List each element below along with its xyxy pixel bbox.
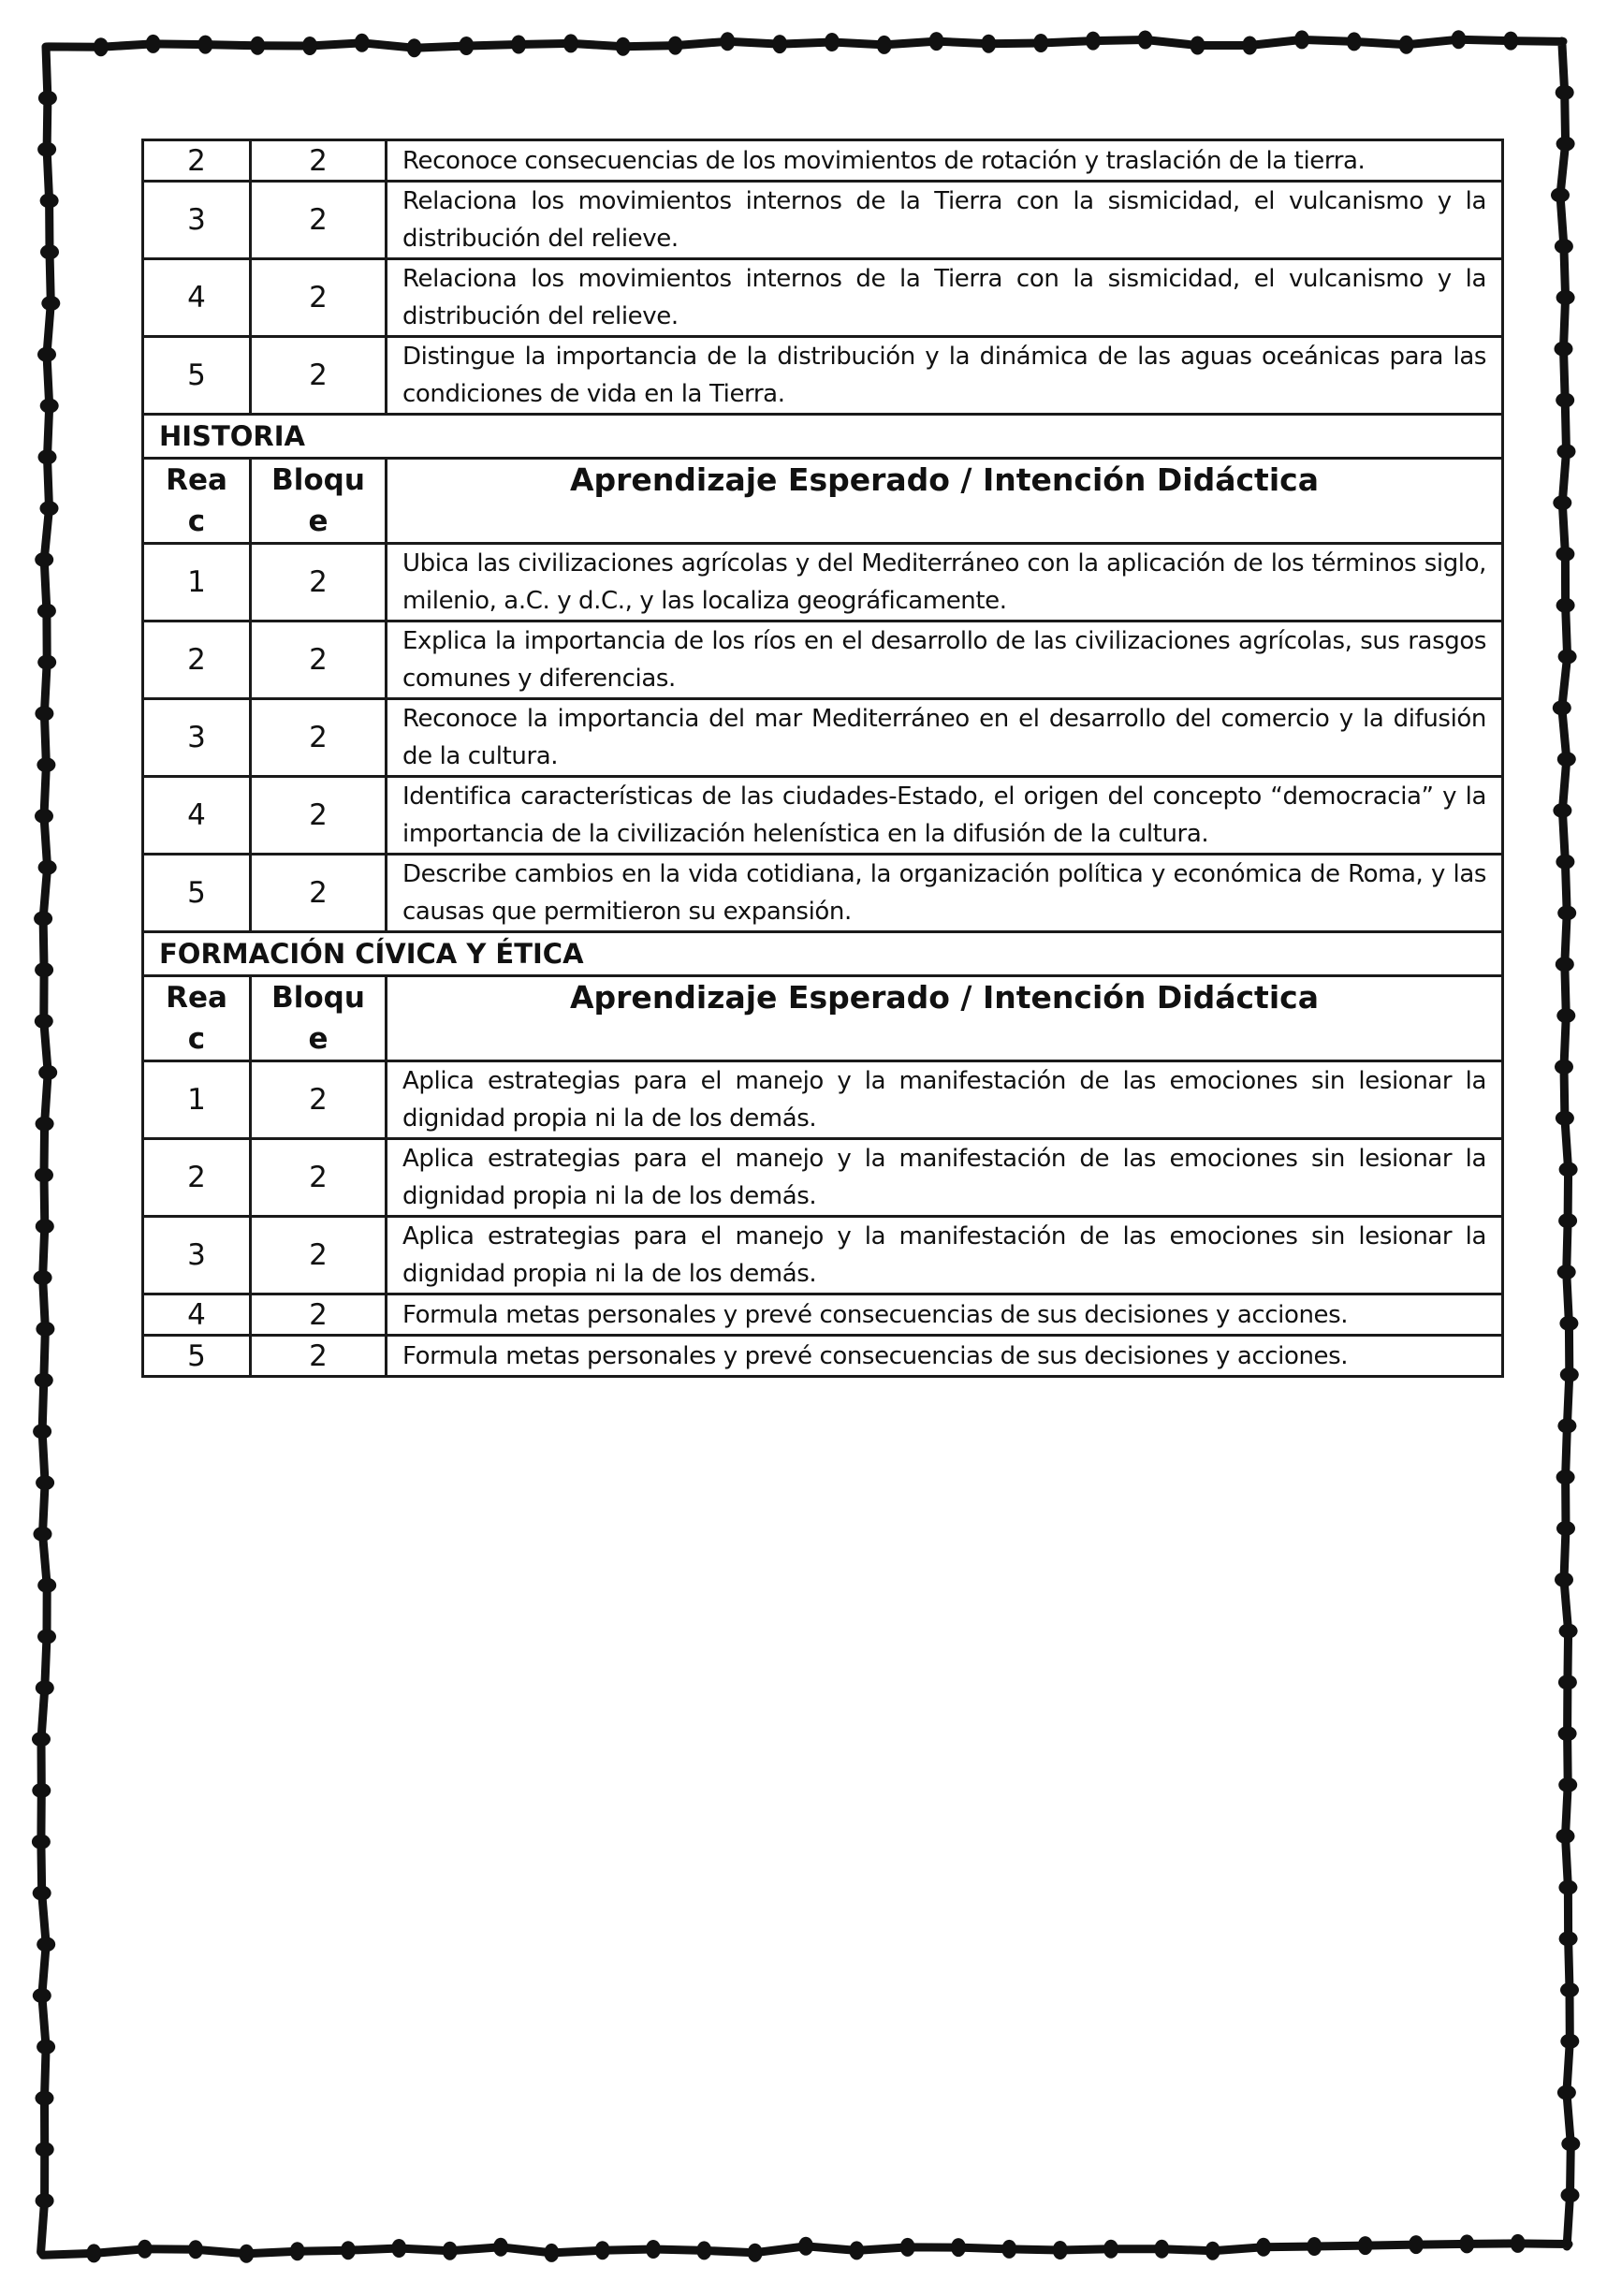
rea-header-line2: c <box>187 505 206 538</box>
border-dot <box>646 2240 661 2259</box>
border-dot <box>341 2241 356 2259</box>
table-row <box>143 140 1503 182</box>
border-dot <box>951 2238 966 2257</box>
border-dot <box>1556 393 1574 408</box>
rea-header-line2: c <box>187 1022 206 1056</box>
rea-cell: 3 <box>143 699 251 777</box>
section-row-historia <box>143 415 1503 459</box>
border-dot <box>86 2244 101 2262</box>
border-dot <box>1559 1162 1578 1177</box>
border-dot <box>1559 1931 1578 1946</box>
border-dot <box>1205 2242 1220 2260</box>
section-title-historia: HISTORIA <box>143 415 1503 459</box>
bloque-header-line2: e <box>308 1022 329 1056</box>
rea-cell: 2 <box>143 1139 251 1217</box>
bloque-cell: 2 <box>251 1294 387 1336</box>
border-dot <box>511 36 526 54</box>
table-row <box>143 1061 1503 1139</box>
border-dot <box>493 2238 508 2257</box>
border-dot <box>38 860 57 875</box>
border-dot <box>1557 752 1576 767</box>
border-dot <box>1347 32 1362 51</box>
border-dot <box>1557 1418 1576 1433</box>
border-dot <box>32 1783 51 1798</box>
bloque-cell: 2 <box>251 699 387 777</box>
table-row <box>143 699 1503 777</box>
border-dot <box>1556 1008 1575 1023</box>
rea-header-line1: Rea <box>166 463 227 497</box>
border-dot <box>40 244 59 259</box>
border-dot <box>94 37 109 56</box>
description-cell: Relaciona los movimientos internos de la Tierra con la sismicidad, el vulcanismo y la distribución del relieve. <box>387 182 1503 259</box>
section-title-civica: FORMACIÓN CÍVICA Y ÉTICA <box>143 932 1503 976</box>
description-cell: Aplica estrategias para el manejo y la manifestación de las emociones sin lesionar la dignidad propia ni la de los demás. <box>387 1139 1503 1217</box>
border-dot <box>1558 1880 1577 1895</box>
border-dot <box>1503 32 1518 51</box>
bloque-cell: 2 <box>251 1217 387 1294</box>
border-dot <box>36 2193 54 2208</box>
border-dot <box>302 37 317 55</box>
rea-cell: 4 <box>143 777 251 855</box>
border-dot <box>1459 2234 1474 2253</box>
border-dot <box>900 2238 915 2257</box>
border-dot <box>1558 1213 1577 1228</box>
border-dot <box>33 1886 51 1901</box>
border-dot <box>1086 32 1101 51</box>
border-dot <box>1556 1111 1574 1126</box>
header-row <box>143 976 1503 1061</box>
border-dot <box>1557 2085 1576 2100</box>
border-dot <box>239 2245 254 2263</box>
border-dot <box>1558 1726 1577 1741</box>
border-dot <box>1358 2236 1373 2255</box>
rea-cell: 1 <box>143 544 251 622</box>
rea-cell: 5 <box>143 855 251 932</box>
rea-cell: 2 <box>143 140 251 182</box>
border-dot <box>33 1988 51 2003</box>
border-dot <box>290 2242 305 2260</box>
border-dot <box>35 1014 53 1029</box>
border-dot <box>35 1167 53 1182</box>
border-dot <box>1560 2034 1579 2049</box>
border-dot <box>1555 342 1573 357</box>
rea-cell: 1 <box>143 1061 251 1139</box>
border-dot <box>355 34 370 52</box>
bloque-header <box>251 976 387 1061</box>
border-dot <box>1556 957 1574 972</box>
description-cell: Formula metas personales y prevé consecuencias de sus decisiones y acciones. <box>387 1294 1503 1336</box>
border-dot <box>443 2242 458 2260</box>
border-dot <box>36 1322 54 1337</box>
table-row <box>143 855 1503 932</box>
border-dot <box>37 1937 55 1952</box>
border-dot <box>1559 1316 1578 1331</box>
border-dot <box>146 35 161 53</box>
bloque-header <box>251 459 387 544</box>
border-dot <box>1103 2240 1118 2259</box>
description-cell: Ubica las civilizaciones agrícolas y del Mediterráneo con la aplicación de los términos siglo, milenio, a.C. y d.C., y las localiza geográficamente. <box>387 544 1503 622</box>
bloque-cell: 2 <box>251 140 387 182</box>
aprendizaje-header: Aprendizaje Esperado / Intención Didáctica <box>387 976 1503 1061</box>
border-dot <box>1558 650 1577 665</box>
table-row <box>143 777 1503 855</box>
description-cell: Describe cambios en la vida cotidiana, la organización política y económica de Roma, y las causas que permitieron su expansión. <box>387 855 1503 932</box>
bloque-header-line1: Bloqu <box>271 463 365 497</box>
rea-header-line1: Rea <box>166 981 227 1015</box>
border-dot <box>1256 2238 1271 2257</box>
border-dot <box>1033 34 1048 52</box>
description-cell: Aplica estrategias para el manejo y la manifestación de las emociones sin lesionar la dignidad propia ni la de los demás. <box>387 1061 1503 1139</box>
border-dot <box>1558 1674 1577 1689</box>
border-dot <box>1556 1521 1575 1536</box>
border-dot <box>849 2241 864 2259</box>
border-dot <box>37 655 56 670</box>
table-row <box>143 182 1503 259</box>
border-dot <box>36 2091 54 2106</box>
bloque-cell: 2 <box>251 1139 387 1217</box>
border-dot <box>1556 1829 1575 1844</box>
border-dot <box>459 37 474 55</box>
border-dot <box>1154 2240 1169 2259</box>
border-dot <box>1556 547 1574 562</box>
table-row <box>143 259 1503 337</box>
border-dot <box>37 2040 55 2055</box>
border-dot <box>929 32 944 51</box>
border-dot <box>1555 1060 1573 1075</box>
border-dot <box>544 2244 559 2262</box>
border-dot <box>37 347 56 362</box>
border-dot <box>40 193 59 208</box>
border-dot <box>825 33 840 51</box>
learning-table <box>141 139 1504 1378</box>
border-dot <box>38 91 57 106</box>
border-dot <box>35 1373 53 1388</box>
table-row <box>143 337 1503 415</box>
border-dot <box>1399 36 1414 54</box>
border-dot <box>33 1424 51 1439</box>
border-dot <box>36 1680 54 1695</box>
description-cell: Distingue la importancia de la distribución y la dinámica de las aguas oceánicas para las condiciones de vida en la Tierra. <box>387 337 1503 415</box>
border-dot <box>1511 2234 1526 2253</box>
rea-header <box>143 459 251 544</box>
border-dot <box>720 32 735 51</box>
border-dot <box>1001 2240 1016 2259</box>
rea-cell: 5 <box>143 337 251 415</box>
border-dot <box>1553 803 1571 818</box>
border-dot <box>798 2237 813 2256</box>
border-dot <box>250 37 265 55</box>
bloque-header-line2: e <box>308 505 329 538</box>
border-dot <box>36 2142 54 2157</box>
border-dot <box>37 604 56 619</box>
bloque-cell: 2 <box>251 259 387 337</box>
border-dot <box>407 38 422 57</box>
border-dot <box>35 962 53 977</box>
bloque-cell: 2 <box>251 182 387 259</box>
border-dot <box>38 1065 57 1080</box>
border-dot <box>1557 1265 1576 1280</box>
border-dot <box>1560 1367 1579 1382</box>
table-row <box>143 544 1503 622</box>
border-dot <box>40 399 59 414</box>
border-dot <box>1561 2187 1580 2202</box>
table-row <box>143 622 1503 699</box>
border-dot <box>748 2244 763 2262</box>
border-dot <box>1556 85 1574 100</box>
border-dot <box>1556 855 1574 870</box>
border-dot <box>1409 2235 1424 2254</box>
description-cell: Reconoce consecuencias de los movimientos de rotación y traslación de la tierra. <box>387 140 1503 182</box>
rea-cell: 5 <box>143 1336 251 1377</box>
border-dot <box>391 2239 406 2258</box>
border-dot <box>1138 31 1153 50</box>
border-dot <box>138 2240 153 2259</box>
description-cell: Identifica características de las ciudades-Estado, el origen del concepto “democracia” y la importancia de la civilización helenística en la difusión de la cultura. <box>387 777 1503 855</box>
rea-cell: 2 <box>143 622 251 699</box>
border-dot <box>1307 2237 1322 2256</box>
border-dot <box>1558 1777 1577 1792</box>
border-dot <box>35 552 53 567</box>
border-dot <box>1557 444 1576 459</box>
table-row <box>143 1336 1503 1377</box>
description-cell: Formula metas personales y prevé consecuencias de sus decisiones y acciones. <box>387 1336 1503 1377</box>
border-dot <box>616 37 631 56</box>
border-dot <box>1551 187 1570 202</box>
border-dot <box>1559 1624 1578 1639</box>
border-dot <box>1294 30 1309 49</box>
section-row-civica <box>143 932 1503 976</box>
bloque-cell: 2 <box>251 337 387 415</box>
border-dot <box>563 34 578 52</box>
border-dot <box>197 36 212 54</box>
border-dot <box>1556 598 1575 613</box>
border-dot <box>1555 1572 1573 1587</box>
border-dot <box>35 809 53 824</box>
border-dot <box>1553 700 1571 715</box>
bloque-cell: 2 <box>251 855 387 932</box>
border-dot <box>35 706 53 721</box>
border-dot <box>37 1578 56 1593</box>
border-dot <box>1561 2136 1580 2151</box>
description-cell: Aplica estrategias para el manejo y la manifestación de las emociones sin lesionar la dignidad propia ni la de los demás. <box>387 1217 1503 1294</box>
bloque-cell: 2 <box>251 1336 387 1377</box>
border-dot <box>595 2241 610 2259</box>
aprendizaje-header: Aprendizaje Esperado / Intención Didáctica <box>387 459 1503 544</box>
border-dot <box>1191 37 1205 55</box>
border-dot <box>34 911 52 926</box>
border-dot <box>1557 905 1576 920</box>
description-cell: Explica la importancia de los ríos en el desarrollo de las civilizaciones agrícolas, sus rasgos comunes y diferencias. <box>387 622 1503 699</box>
rea-cell: 4 <box>143 259 251 337</box>
description-cell: Reconoce la importancia del mar Mediterráneo en el desarrollo del comercio y la difusión de la cultura. <box>387 699 1503 777</box>
border-dot <box>38 449 57 464</box>
border-dot <box>1555 239 1573 254</box>
border-dot <box>37 1630 56 1645</box>
border-dot <box>1556 290 1575 305</box>
border-dot <box>36 1117 54 1132</box>
rea-cell: 3 <box>143 1217 251 1294</box>
border-dot <box>34 1270 52 1285</box>
border-dot <box>1053 2241 1068 2259</box>
rea-cell: 4 <box>143 1294 251 1336</box>
bloque-cell: 2 <box>251 777 387 855</box>
border-dot <box>37 142 56 157</box>
description-cell: Relaciona los movimientos internos de la Tierra con la sismicidad, el vulcanismo y la distribución del relieve. <box>387 259 1503 337</box>
border-dot <box>668 37 683 55</box>
table-row <box>143 1139 1503 1217</box>
border-dot <box>1451 30 1466 49</box>
border-dot <box>1556 1470 1575 1484</box>
rea-header <box>143 976 251 1061</box>
border-dot <box>1242 37 1257 55</box>
border-dot <box>32 1835 51 1850</box>
bloque-cell: 2 <box>251 544 387 622</box>
border-dot <box>696 2241 711 2259</box>
border-dot <box>36 1475 54 1490</box>
border-dot <box>40 501 59 516</box>
bloque-cell: 2 <box>251 1061 387 1139</box>
border-dot <box>981 35 996 53</box>
border-dot <box>37 757 55 772</box>
border-dot <box>1556 137 1575 152</box>
border-dot <box>188 2240 203 2259</box>
border-dot <box>34 1527 52 1542</box>
border-dot <box>1560 1982 1579 1997</box>
border-dot <box>877 36 892 54</box>
border-dot <box>41 296 60 311</box>
border-dot <box>1553 495 1571 510</box>
border-dot <box>772 35 787 53</box>
border-dot <box>32 1732 51 1747</box>
table-row <box>143 1294 1503 1336</box>
rea-cell: 3 <box>143 182 251 259</box>
header-row <box>143 459 1503 544</box>
bloque-cell: 2 <box>251 622 387 699</box>
border-dot <box>36 1219 54 1234</box>
bloque-header-line1: Bloqu <box>271 981 365 1015</box>
table-row <box>143 1217 1503 1294</box>
